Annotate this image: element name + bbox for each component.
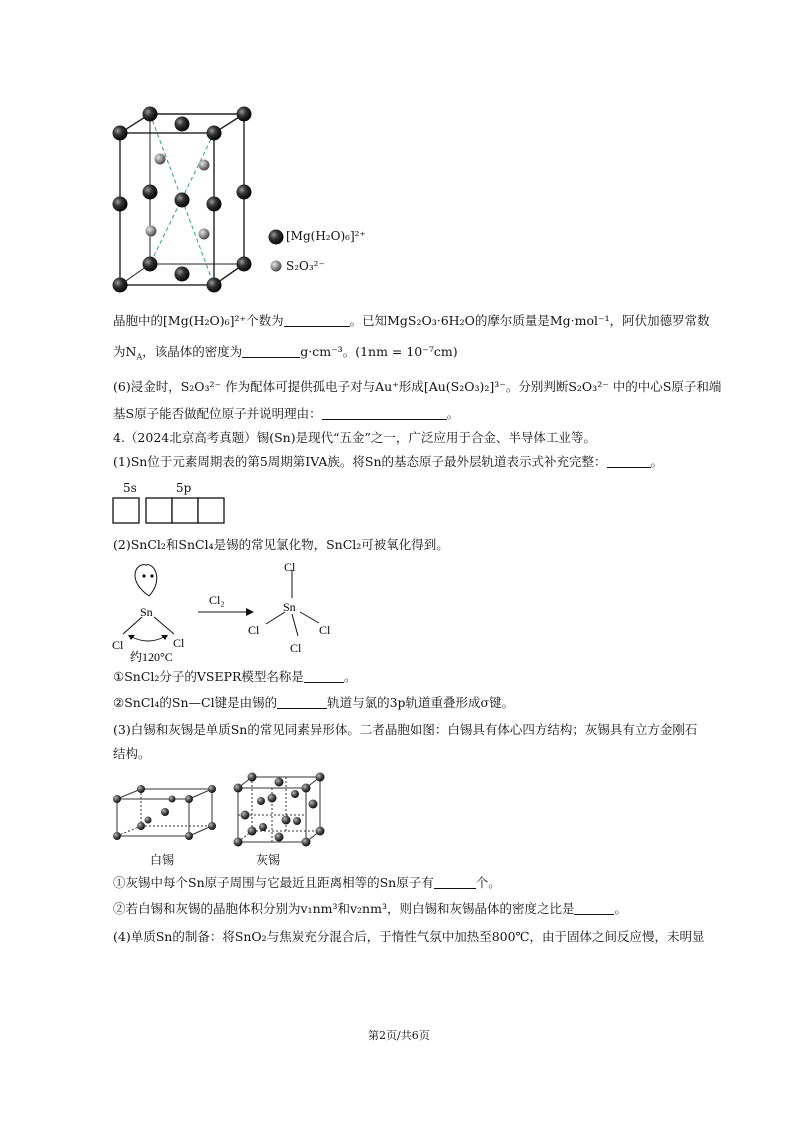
answer-blank[interactable] (322, 407, 447, 420)
reagent-label: Cl₂ (209, 593, 225, 607)
orbital-boxes[interactable] (112, 497, 227, 525)
question-line: ①灰锡中每个Sn原子周围与它最近且距离相等的Sn原子有 个。 (113, 875, 501, 890)
question-line: ①SnCl₂分子的VSEPR模型名称是 。 (113, 669, 357, 684)
formula: [Au(S₂O₃)₂]³⁻ (423, 379, 506, 394)
sn-atom-label: Sn (140, 605, 153, 619)
answer-blank[interactable] (304, 670, 344, 683)
question-line: 为$N_A$，该晶体的密度为 g·cm⁻³。(1nm = 10⁻⁷cm) (113, 344, 458, 362)
answer-blank[interactable] (607, 455, 651, 468)
page-footer: 第2页/共6页 (368, 1029, 430, 1042)
answer-blank[interactable] (434, 876, 476, 889)
cl-atom-label: Cl (284, 560, 296, 574)
orbital-label-5p: 5p (176, 481, 192, 495)
white-tin-label: 白锡 (150, 853, 175, 867)
formula: [Mg(H₂O)₆]²⁺ (163, 313, 247, 328)
unit-note: (1nm = 10⁻⁷cm) (355, 344, 458, 359)
question-line: 基S原子能否做配位原子并说明理由： 。 (113, 406, 460, 421)
cl-atom-label: Cl (112, 638, 124, 652)
gray-tin-label: 灰锡 (256, 853, 281, 867)
sncl-molecule-figure (106, 560, 366, 665)
question-line: 晶胞中的[Mg(H₂O)₆]²⁺个数为 。已知MgS₂O₃·6H₂O的摩尔质量是Mg·mol⁻¹，阿伏加德罗常数 (113, 313, 710, 328)
cl-atom-label: Cl (319, 623, 331, 637)
cl-atom-label: Cl (248, 623, 260, 637)
answer-blank[interactable] (574, 902, 614, 915)
legend-s2o3-label: S₂O₃²⁻ (286, 259, 325, 273)
question-line: ②若白锡和灰锡的晶胞体积分别为v₁nm³和v₂nm³，则白锡和灰锡晶体的密度之比是 。 (113, 901, 627, 916)
sn-atom-label: Sn (283, 600, 296, 614)
question-line: (6)浸金时，S₂O₃²⁻ 作为配体可提供孤电子对与Au⁺形成[Au(S₂O₃)₂]³⁻。分别判断S₂O₃²⁻ 中的中心S原子和端 (113, 379, 722, 394)
answer-blank[interactable] (284, 314, 350, 327)
cl-atom-label: Cl (290, 641, 302, 655)
question-line: (4)单质Sn的制备：将SnO₂与焦炭充分混合后，于惰性气氛中加热至800℃，由于固体之间反应慢，未明显 (113, 929, 705, 944)
answer-blank[interactable] (242, 345, 300, 358)
answer-blank[interactable] (277, 696, 327, 709)
orbital-label-5s: 5s (123, 481, 137, 495)
question-line: ②SnCl₄的Sn—Cl键是由锡的 轨道与氯的3p轨道重叠形成σ键。 (113, 695, 515, 710)
legend-mg-label: [Mg(H₂O)₆]²⁺ (286, 229, 366, 243)
question-line: (3)白锡和灰锡是单质Sn的常见同素异形体。二者晶胞如图：白锡具有体心四方结构；灰锡具有立方金刚石 (113, 722, 698, 737)
bond-angle-label: 约120°C (130, 650, 173, 664)
cl-atom-label: Cl (173, 636, 185, 650)
tin-cells-figure (108, 770, 328, 850)
question-line: (2)SnCl₂和SnCl₄是锡的常见氯化物，SnCl₂可被氧化得到。 (113, 537, 449, 552)
question-line: 结构。 (113, 746, 151, 761)
question-line: (1)Sn位于元素周期表的第5周期第IVA族。将Sn的基态原子最外层轨道表示式补充完整： 。 (113, 454, 664, 469)
question-title: 4.（2024北京高考真题）锡(Sn)是现代“五金”之一，广泛应用于合金、半导体工业等。 (113, 430, 596, 445)
